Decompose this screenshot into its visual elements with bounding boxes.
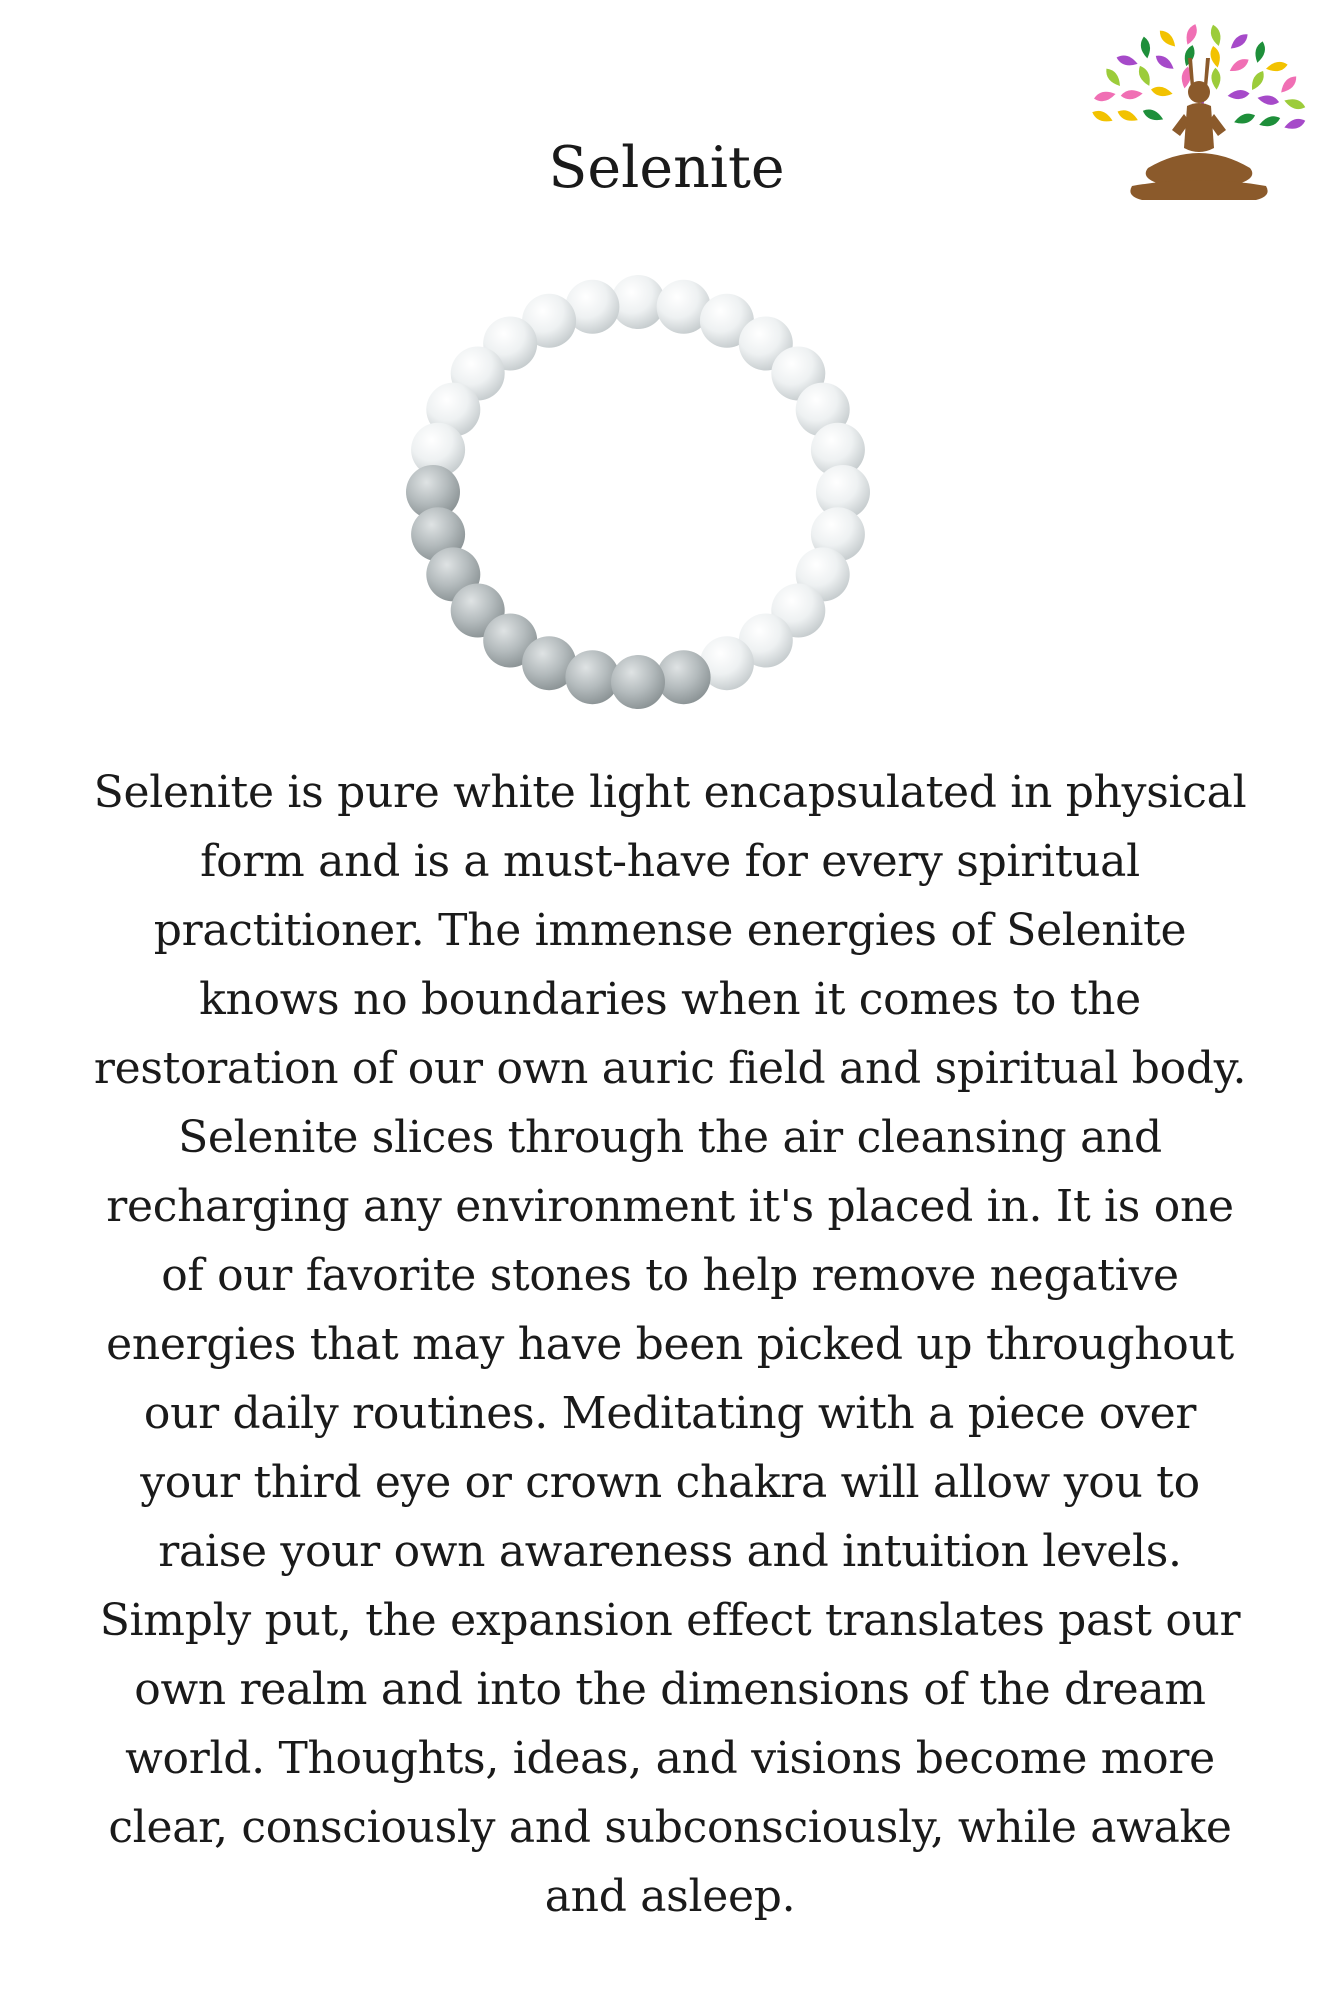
- logo-leaf: [1139, 36, 1151, 59]
- bracelet-bead: [611, 655, 665, 709]
- logo-leaf: [1136, 64, 1153, 88]
- meditation-tree-logo-icon: [1088, 18, 1310, 214]
- logo-leaf: [1258, 114, 1282, 129]
- bracelet-bead: [611, 275, 665, 329]
- bracelet-bead: [565, 650, 619, 704]
- logo-leaf: [1278, 73, 1300, 95]
- product-description: Selenite is pure white light encapsulated in physical form and is a must-have for every spiritual practitioner. The immense energies of Selenite knows no boundaries when it comes to the restoration of our own auric field and spiritual body. Selenite slices through the air cleansing and recharging any environment it's placed in. It is one of our favorite stones to help remove negative energies that may have been picked up throughout our daily routines. Meditating with a piece over your third eye or crown chakra will allow you to raise your own awareness and intuition levels. Simply put, the expansion effect translates past our own realm and into the dimensions of the dream world. Thoughts, ideas, and visions become more clear, consciously and subconsciously, while awake and asleep.: [93, 767, 1247, 1922]
- logo-leaf: [1257, 93, 1280, 106]
- logo-leaf: [1265, 60, 1288, 73]
- logo-leaf: [1211, 67, 1221, 89]
- logo-leaf: [1141, 107, 1165, 124]
- logo-leaf: [1183, 23, 1199, 47]
- logo-leaf: [1157, 28, 1179, 50]
- logo-leaf: [1153, 52, 1176, 72]
- logo-leaf: [1253, 40, 1267, 64]
- logo-leaf: [1233, 111, 1257, 126]
- logo-leaf: [1150, 85, 1173, 98]
- bracelet-bead: [657, 650, 711, 704]
- logo-leaf: [1227, 56, 1250, 75]
- logo-leaf: [1115, 53, 1139, 68]
- page-title: Selenite: [548, 135, 785, 201]
- logo-leaf: [1228, 31, 1251, 52]
- logo-leaf: [1091, 108, 1115, 125]
- logo-leaf: [1227, 89, 1250, 100]
- logo-leaf: [1283, 116, 1307, 131]
- logo-leaf: [1103, 66, 1124, 89]
- logo-leaf: [1120, 89, 1143, 100]
- logo-leaf: [1283, 96, 1307, 111]
- selenite-bracelet-image: [380, 262, 900, 722]
- logo-leaf: [1248, 69, 1267, 93]
- logo-leaf: [1209, 45, 1222, 68]
- logo-leaf: [1093, 90, 1116, 103]
- logo-leaf: [1209, 24, 1223, 48]
- logo-leaf: [1116, 107, 1140, 124]
